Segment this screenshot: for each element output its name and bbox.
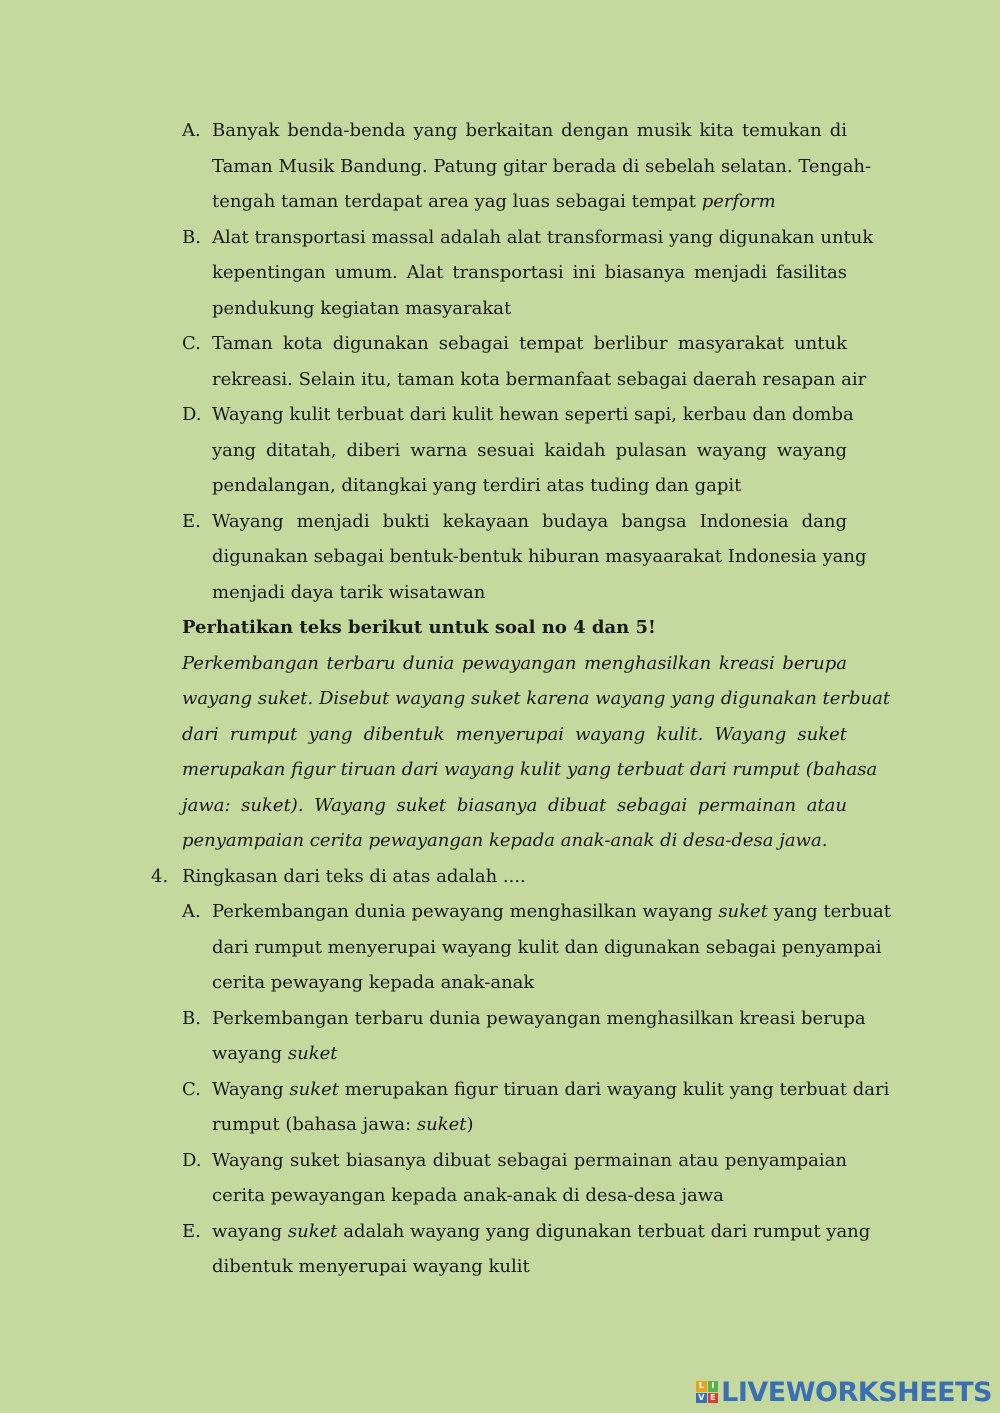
passage-line: wayang suket. Disebut wayang suket karena wayang yang digunakan terbuat <box>182 688 891 709</box>
option-line: menjadi daya tarik wisatawan <box>212 581 486 603</box>
option-line-text: wayang <box>212 1043 288 1064</box>
option-line-text: yang terbuat <box>767 901 891 922</box>
q3-option-b <box>0 220 1000 327</box>
option-line-text: rumput (bahasa jawa: <box>212 1114 417 1135</box>
option-letter: E. <box>182 510 201 532</box>
option-letter: C. <box>182 1078 201 1100</box>
option-line: Alat transportasi massal adalah alat transformasi yang digunakan untuk <box>212 226 874 248</box>
option-letter: B. <box>182 226 201 248</box>
option-line <box>212 184 847 220</box>
q4-option-e[interactable] <box>0 1214 1000 1285</box>
option-line: dibentuk menyerupai wayang kulit <box>212 1256 530 1277</box>
option-italic-word: suket <box>416 1114 467 1135</box>
option-line: dari rumput menyerupai wayang kulit dan digunakan sebagai penyampai <box>212 936 882 958</box>
passage-line: Perkembangan terbaru dunia pewayangan menghasilkan kreasi berupa <box>182 652 847 674</box>
option-line <box>212 1036 847 1072</box>
option-letter: A. <box>182 120 201 141</box>
logo-mark-letter: L <box>696 1381 707 1392</box>
option-line: Banyak benda-benda yang berkaitan dengan musik kita temukan di <box>212 120 847 141</box>
logo-mark-letter: V <box>696 1393 707 1404</box>
option-line-text: merupakan figur tiruan dari wayang kulit yang terbuat dari <box>339 1078 890 1100</box>
option-line: Wayang suket biasanya dibuat sebagai permainan atau penyampaian <box>212 1149 847 1171</box>
option-line-text: adalah wayang yang digunakan terbuat dari rumput yang <box>337 1220 871 1242</box>
option-letter: D. <box>182 404 202 425</box>
option-line: pendalangan, ditangkai yang terdiri atas tuding dan gapit <box>212 475 742 496</box>
option-line: cerita pewayangan kepada anak-anak di desa-desa jawa <box>212 1185 724 1206</box>
q4-options <box>0 894 1000 1285</box>
option-line: Wayang menjadi bukti kekayaan budaya bangsa Indonesia dang <box>212 510 847 532</box>
passage <box>182 646 891 859</box>
q4-option-b[interactable] <box>0 1001 1000 1072</box>
q3-option-c <box>0 326 1000 397</box>
q4-option-c[interactable] <box>0 1072 1000 1143</box>
option-line-text: tengah taman terdapat area yag luas sebagai tempat <box>212 191 702 212</box>
liveworksheets-mark-icon <box>696 1381 718 1403</box>
option-line: kepentingan umum. Alat transportasi ini biasanya menjadi fasilitas <box>212 262 847 283</box>
option-letter: E. <box>182 1220 201 1242</box>
option-italic-word: suket <box>718 901 768 922</box>
option-line: digunakan sebagai bentuk-bentuk hiburan masyaarakat Indonesia yang <box>212 546 867 567</box>
passage-line: jawa: suket). Wayang suket biasanya dibuat sebagai permainan atau <box>182 794 847 816</box>
question-4 <box>0 859 1000 895</box>
option-letter: C. <box>182 333 201 354</box>
option-line: Taman Musik Bandung. Patung gitar berada di sebelah selatan. Tengah- <box>212 155 872 177</box>
q3-option-d <box>0 397 1000 504</box>
question-text: Ringkasan dari teks di atas adalah .... <box>182 865 526 887</box>
option-letter: A. <box>182 901 201 922</box>
option-line <box>212 894 891 930</box>
q4-option-d[interactable] <box>0 1143 1000 1214</box>
logo-mark-letter: E <box>708 1393 719 1404</box>
option-line: Perkembangan terbaru dunia pewayangan menghasilkan kreasi berupa <box>212 1007 866 1029</box>
q3-option-a <box>0 113 1000 220</box>
logo-mark-letter: I <box>708 1381 719 1392</box>
option-line: Taman kota digunakan sebagai tempat berlibur masyarakat untuk <box>212 333 847 354</box>
q3-options <box>0 113 1000 610</box>
passage-line: dari rumput yang dibentuk menyerupai wayang kulit. Wayang suket <box>182 723 847 745</box>
liveworksheets-logo[interactable] <box>696 1375 992 1409</box>
option-line-text: wayang <box>212 1220 288 1242</box>
q3-option-e <box>0 504 1000 611</box>
logo-text: LIVEWORKSHEETS <box>721 1376 992 1408</box>
option-line: rekreasi. Selain itu, taman kota bermanfaat sebagai daerah resapan air <box>212 368 867 390</box>
option-line: pendukung kegiatan masyarakat <box>212 297 512 319</box>
option-line-text: Wayang <box>212 1078 290 1100</box>
passage-line: merupakan figur tiruan dari wayang kulit yang terbuat dari rumput (bahasa <box>182 759 878 780</box>
option-italic-word: suket <box>287 1043 338 1064</box>
worksheet-content <box>0 113 1000 1285</box>
option-letter: B. <box>182 1007 201 1029</box>
option-line-text: Perkembangan dunia pewayang menghasilkan wayang <box>212 901 719 922</box>
option-line <box>212 1072 890 1108</box>
option-line: Wayang kulit terbuat dari kulit hewan seperti sapi, kerbau dan domba <box>212 404 854 425</box>
option-line: yang ditatah, diberi warna sesuai kaidah pulasan wayang wayang <box>212 439 847 461</box>
option-italic-word: perform <box>701 191 776 212</box>
option-line: cerita pewayang kepada anak-anak <box>212 972 535 993</box>
option-italic-word: suket <box>287 1220 338 1242</box>
option-italic-word: suket <box>289 1078 340 1100</box>
option-line <box>212 1107 847 1143</box>
option-line-text: ) <box>466 1114 474 1135</box>
question-number: 4. <box>151 865 169 887</box>
option-letter: D. <box>182 1149 202 1171</box>
q4-option-a[interactable] <box>0 894 1000 1001</box>
option-line <box>212 1214 871 1250</box>
passage-heading: Perhatikan teks berikut untuk soal no 4 dan 5! <box>182 617 656 638</box>
passage-line: penyampaian cerita pewayangan kepada anak-anak di desa-desa jawa. <box>182 830 828 851</box>
